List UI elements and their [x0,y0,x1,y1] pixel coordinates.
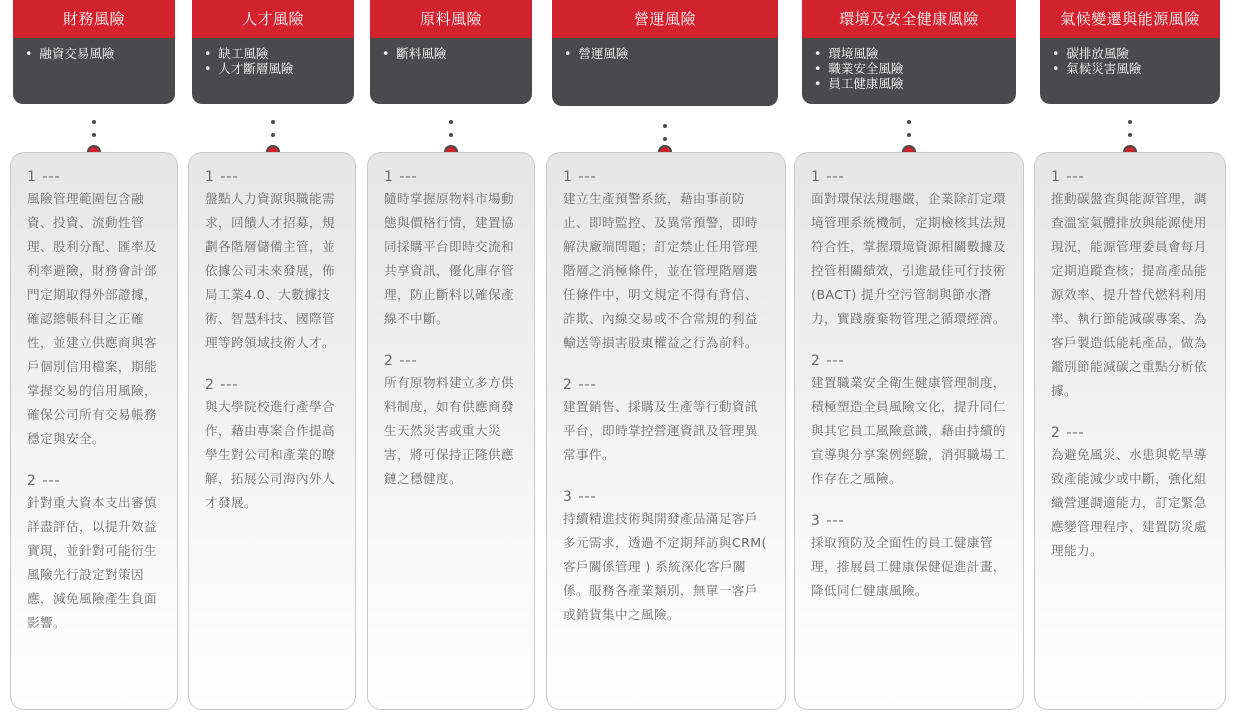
risk-header [552,0,778,106]
risk-items [552,38,778,61]
entry [811,353,1007,491]
entry-number: 1 --- [1051,169,1085,185]
entry [563,169,769,355]
entry-number: 2 --- [384,353,418,369]
risk-column-operation [552,0,778,106]
entry-number: 1 --- [27,169,61,185]
risk-title: 氣候變遷與能源風險 [1040,0,1220,38]
entry-number: 2 --- [1051,425,1085,441]
risk-header [1040,0,1220,104]
entry [27,473,161,635]
risk-header [802,0,1016,104]
risk-column-climate [1040,0,1220,104]
connector-dot [92,120,96,124]
entry [1051,425,1209,563]
entry [384,169,518,331]
entry-number: 1 --- [811,169,845,185]
connector-dot [92,133,96,137]
risk-header [192,0,354,104]
connector-dot [663,137,667,141]
risk-item: • 氣候災害風險 [1052,61,1208,76]
risk-header [370,0,532,104]
entry-text: 建置職業安全衛生健康管理制度，積極塑造全員風險文化，提升同仁與其它員工風險意識，藉由持續的宣導與分享案例經驗，消弭職場工作存在之風險。 [811,375,1006,486]
entry-number: 2 --- [811,353,845,369]
connector-dot [663,124,667,128]
entry-text: 建置銷售、採購及生產等行動資訊平台，即時掌控營運資訊及管理異常事件。 [563,399,758,462]
entry [563,489,769,627]
risk-item: • 環境風險 [814,46,1004,61]
connector-dot [1128,120,1132,124]
entry-text: 隨時掌握原物料市場動態與價格行情，建置協同採購平台即時交流和共享資訊，優化庫存管理，防止斷料以確保產線不中斷。 [384,191,514,326]
connector-dot [271,133,275,137]
entry-number: 2 --- [205,377,239,393]
risk-item: • 斷料風險 [382,46,520,61]
risk-item: • 營運風險 [564,46,766,61]
entry-number: 3 --- [811,513,845,529]
entry [811,513,1007,603]
connector-dot [449,120,453,124]
risk-card-env-safety [794,152,1024,710]
entry-number: 1 --- [205,169,239,185]
entry-number: 2 --- [27,473,61,489]
entry-text: 所有原物料建立多方供料制度，如有供應商發生天然災害或重大災害，將可保持正隆供應鏈之穩健度。 [384,375,514,486]
risk-item: • 員工健康風險 [814,76,1004,91]
entry-text: 推動碳盤查與能源管理，調查溫室氣體排放與能源使用現況，能源管理委員會每月定期追蹤查核；提高產品能源效率、提升替代燃料利用率、執行節能減碳專案、為客戶製造低能耗產品，做為鑑別節能減碳之重點分析依據。 [1051,191,1207,398]
risk-header [13,0,175,104]
entry-number: 1 --- [384,169,418,185]
risk-column-talent [192,0,354,104]
entry-text: 面對環保法規趨嚴，企業除訂定環境管理系統機制，定期檢核其法規符合性，掌握環境資源相關數據及控管相關績效，引進最佳可行技術 (BACT) 提升空污管制與節水潛力，實踐廢棄物管理之循環經濟。 [811,191,1006,326]
connector-dot [271,120,275,124]
entry [563,377,769,467]
entry [1051,169,1209,403]
risk-item: • 職業安全風險 [814,61,1004,76]
entry-text: 建立生產預警系統，藉由事前防止、即時監控、及異常預警，即時解決廠端問題；訂定禁止任用管理階層之消極條件，並在管理階層選任條件中，明文規定不得有背信、詐欺、內線交易或不合常規的利益輸送等損害股東權益之行為前科。 [563,191,758,350]
risk-card-operation [546,152,786,710]
risk-title: 營運風險 [552,0,778,38]
risk-title: 原料風險 [370,0,532,38]
risk-title: 環境及安全健康風險 [802,0,1016,38]
risk-items [192,38,354,76]
entry [205,377,339,515]
risk-title: 人才風險 [192,0,354,38]
entry [384,353,518,491]
entry-text: 盤點人力資源與職能需求，回饋人才招募，規劃各階層儲備主管，並依據公司未來發展，佈局工業4.0、大數據技術、智慧科技、國際管理等跨領域技術人才。 [205,191,335,350]
risk-title: 財務風險 [13,0,175,38]
entry-number: 1 --- [563,169,597,185]
risk-items [802,38,1016,91]
risk-card-talent [188,152,356,710]
risk-column-material [370,0,532,104]
risk-item: • 人才斷層風險 [204,61,342,76]
risk-card-financial [10,152,178,710]
risk-item: • 缺工風險 [204,46,342,61]
risk-card-material [367,152,535,710]
risk-items [13,38,175,61]
risk-column-env-safety [802,0,1016,104]
risk-items [370,38,532,61]
entry-number: 2 --- [563,377,597,393]
entry-text: 與大學院校進行產學合作，藉由專案合作提高學生對公司和產業的瞭解，拓展公司海內外人才發展。 [205,399,335,510]
risk-items [1040,38,1220,76]
entry-text: 針對重大資本支出審慎詳盡評估，以提升效益實現，並針對可能衍生風險先行設定對策因應，減免風險產生負面影響。 [27,495,157,630]
entry [205,169,339,355]
entry-text: 風險管理範圍包含融資、投資、流動性管理、股利分配、匯率及利率避險，財務會計部門定期取得外部證據，確認總帳科目之正確性，並建立供應商與客戶個別信用檔案，期能掌握交易的信用風險，確保公司所有交易帳務穩定與安全。 [27,191,157,446]
risk-card-climate [1034,152,1226,710]
entry [811,169,1007,331]
connector-dot [1128,133,1132,137]
risk-item: • 碳排放風險 [1052,46,1208,61]
connector-dot [449,133,453,137]
risk-column-financial [13,0,175,104]
connector-dot [907,120,911,124]
entry-text: 為避免風災、水患與乾旱導致產能減少或中斷，強化組織營運調適能力，訂定緊急應變管理程序，建置防災處理能力。 [1051,447,1207,558]
connector-dot [907,133,911,137]
entry [27,169,161,451]
risk-item: • 融資交易風險 [25,46,163,61]
entry-text: 採取預防及全面性的員工健康管理，推展員工健康保健促進計畫，降低同仁健康風險。 [811,535,1006,598]
entry-text: 持續精進技術與開發產品滿足客戶多元需求，透過不定期拜訪與CRM( 客戶關係管理 ) 系統深化客戶關係。服務各產業類別，無單一客戶或銷貨集中之風險。 [563,511,767,622]
entry-number: 3 --- [563,489,597,505]
